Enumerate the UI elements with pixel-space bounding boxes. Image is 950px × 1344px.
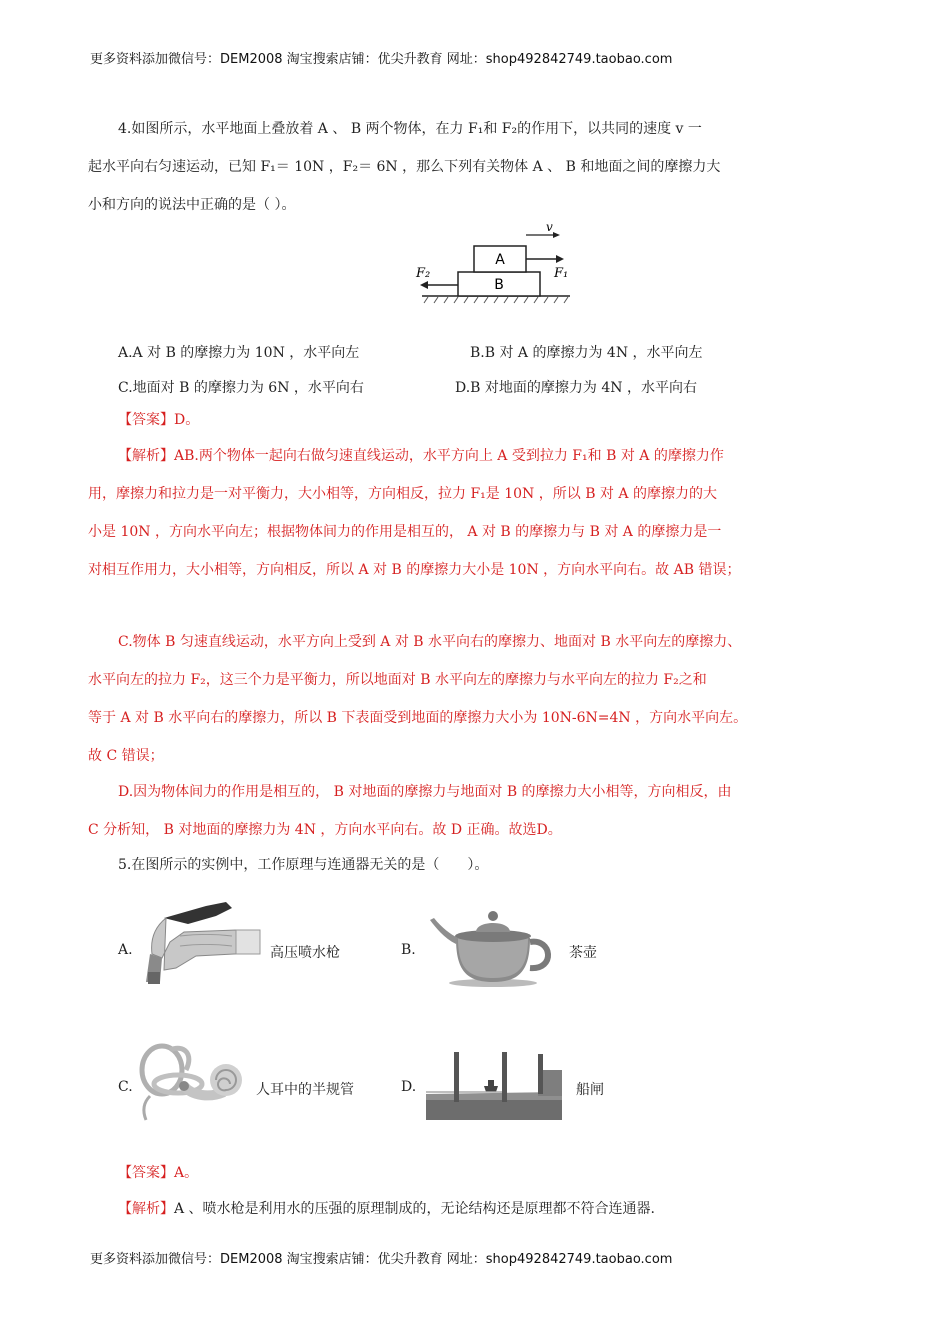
block-a-label: A xyxy=(495,252,505,268)
block-b-label: B xyxy=(494,277,504,293)
explanation-tag: 【解析】 xyxy=(118,1201,174,1217)
water-gun-image xyxy=(136,898,266,988)
answer-value: D。 xyxy=(174,412,200,428)
q4-explanation-line-1 xyxy=(118,446,724,466)
teapot-image xyxy=(428,898,558,988)
q4-explanation-line-5: C.物体 B 匀速直线运动，水平方向上受到 A 对 B 水平向右的摩擦力、地面对 B 水平向左的摩擦力、 xyxy=(118,634,742,650)
q4-stem-line-2: 起水平向右匀速运动，已知 F₁＝ 10N ，F₂＝ 6N ，那么下列有关物体 A 、 B 和地面之间的摩擦力大 xyxy=(88,159,721,175)
q4-explanation-line-9: D.因为物体间力的作用是相互的， B 对地面的摩擦力与地面对 B 的摩擦力大小相等，方向相反，由 xyxy=(118,784,732,800)
q4-answer xyxy=(118,410,199,430)
q5-option-d-label: 船闸 xyxy=(576,1082,604,1098)
q4-option-d: D.B 对地面的摩擦力为 4N ，水平向右 xyxy=(455,380,697,396)
q4-explanation-line-2: 用，摩擦力和拉力是一对平衡力，大小相等，方向相反，拉力 F₁是 10N ，所以 B 对 A 的摩擦力的大 xyxy=(88,486,717,502)
f1-label: F₁ xyxy=(554,266,569,281)
q4-explanation-line-4: 对相互作用力，大小相等，方向相反，所以 A 对 B 的摩擦力大小是 10N ，方向水平向右。故 AB 错误； xyxy=(88,562,741,578)
inner-ear-image xyxy=(134,1040,248,1124)
q5-option-b-label: 茶壶 xyxy=(569,945,597,961)
page-footer: 更多资料添加微信号：DEM2008 淘宝搜索店铺：优尖升教育 网址：shop492842749.taobao.com xyxy=(90,1252,673,1267)
q5-option-b-letter: B. xyxy=(401,942,416,958)
explanation-tag: 【解析】 xyxy=(118,448,174,464)
q4-option-c: C.地面对 B 的摩擦力为 6N ，水平向右 xyxy=(118,380,364,396)
q4-explanation-line-6: 水平向左的拉力 F₂，这三个力是平衡力，所以地面对 B 水平向左的摩擦力与水平向左的拉力 F₂之和 xyxy=(88,672,707,688)
q4-stem-line-3: 小和方向的说法中正确的是（ ）。 xyxy=(88,197,296,213)
explanation-text: AB.两个物体一起向右做匀速直线运动，水平方向上 A 受到拉力 F₁和 B 对 A 的摩擦力作 xyxy=(174,448,724,464)
q4-stem-line-1: 4.如图所示，水平地面上叠放着 A 、 B 两个物体，在力 F₁和 F₂的作用下，以共同的速度 v 一 xyxy=(118,121,702,137)
q5-stem: 5.在图所示的实例中，工作原理与连通器无关的是（ ）。 xyxy=(118,857,489,873)
q4-option-a: A.A 对 B 的摩擦力为 10N ，水平向左 xyxy=(118,345,360,361)
answer-tag: 【答案】 xyxy=(118,412,174,428)
q4-explanation-line-7: 等于 A 对 B 水平向右的摩擦力，所以 B 下表面受到地面的摩擦力大小为 10N-6N=4N ，方向水平向左。 xyxy=(88,710,748,726)
answer-value: A。 xyxy=(174,1165,199,1181)
explanation-text: A 、喷水枪是利用水的压强的原理制成的，无论结构还是原理都不符合连通器. xyxy=(174,1201,656,1217)
q5-explanation-line-1 xyxy=(118,1199,655,1219)
q5-option-a-label: 高压喷水枪 xyxy=(270,945,340,961)
ship-lock-image xyxy=(426,1046,562,1120)
q4-explanation-line-3: 小是 10N ，方向水平向左；根据物体间力的作用是相互的， A 对 B 的摩擦力与 B 对 A 的摩擦力是一 xyxy=(88,524,722,540)
f2-label: F₂ xyxy=(416,266,431,281)
q5-answer xyxy=(118,1163,198,1183)
q4-option-b: B.B 对 A 的摩擦力为 4N ，水平向左 xyxy=(470,345,703,361)
q4-explanation-line-10: C 分析知， B 对地面的摩擦力为 4N ，方向水平向右。故 D 正确。故选D。 xyxy=(88,822,562,838)
q4-explanation-line-8: 故 C 错误； xyxy=(88,748,164,764)
q5-option-a-letter: A. xyxy=(118,942,133,958)
velocity-label: v xyxy=(546,222,553,234)
q5-option-c-label: 人耳中的半规管 xyxy=(256,1082,354,1098)
page-header: 更多资料添加微信号：DEM2008 淘宝搜索店铺：优尖升教育 网址：shop492842749.taobao.com xyxy=(90,52,673,67)
q5-option-d-letter: D. xyxy=(401,1079,417,1095)
q5-option-c-letter: C. xyxy=(118,1079,133,1095)
answer-tag: 【答案】 xyxy=(118,1165,174,1181)
q4-force-diagram xyxy=(410,222,580,306)
